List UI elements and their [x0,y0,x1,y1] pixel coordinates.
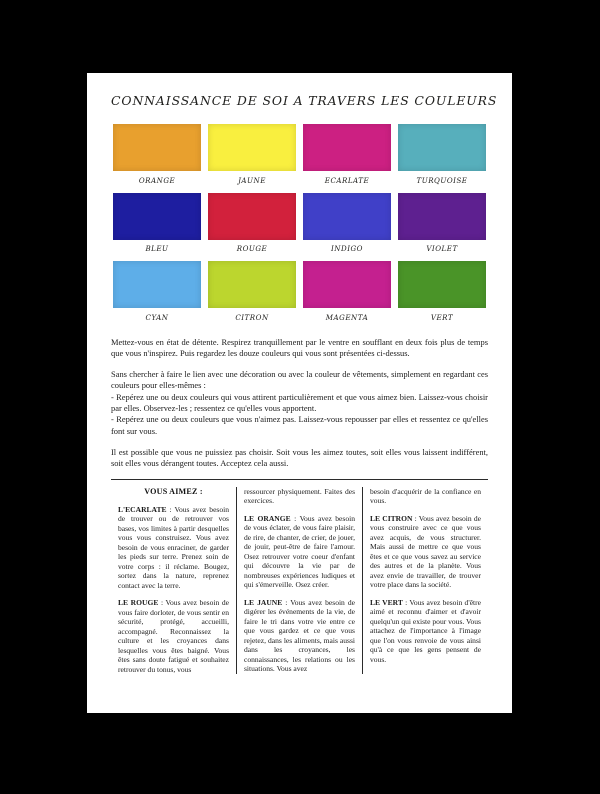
swatch-row [113,261,486,323]
entry-ecarlate [118,505,229,591]
swatch-cell-citron [208,261,296,323]
swatch-cell-magenta [303,261,391,323]
swatch-label-rouge: ROUGE [236,244,268,253]
swatch-cell-vert [398,261,486,323]
column-three [362,487,488,675]
swatch-row [113,124,486,186]
swatch-cell-ecarlate [303,124,391,186]
swatch-cell-rouge [208,193,296,255]
entry-orange [244,514,355,590]
swatch-label-ecarlate: ECARLATE [324,175,370,185]
swatch-cell-indigo [303,193,391,255]
color-chip-vert [398,261,486,308]
swatch-cell-bleu [113,193,201,255]
swatch-label-indigo: INDIGO [331,244,363,253]
swatch-label-magenta: MAGENTA [325,312,369,322]
entry-term-orange: LE ORANGE [244,513,291,523]
color-chip-jaune [208,124,296,171]
column-one [111,487,236,675]
swatch-label-citron: CITRON [235,312,269,322]
color-chip-turquoise [398,124,486,171]
entry-term-citron: LE CITRON [370,513,413,523]
swatch-label-violet: VIOLET [426,244,458,253]
page-title: CONNAISSANCE DE SOI A TRAVERS LES COULEURS [111,93,498,108]
entry-term-rouge: LE ROUGE [118,598,159,608]
swatch-label-cyan: CYAN [145,312,169,322]
entry-text-orange: : Vous avez besoin de vous éclater, de vous faire plaisir, de rire, de chanter, de crier, de jouer, de jouir, peut-être de faire l'amour. Osez retrouver votre coeur d'enfant qui découvre la vie par de nombreuses expériences ludiques et qui s'émerveille. Osez créer. [244,513,355,590]
closing-paragraph: Il est possible que vous ne puissiez pas choisir. Soit vous les aimez toutes, soit elles vous laissent indifférent, soit elles vous dérangent toutes. Acceptez cela aussi. [111,446,488,469]
color-chip-violet [398,193,486,240]
swatch-row [113,193,486,255]
color-chip-indigo [303,193,391,240]
swatch-label-bleu: BLEU [145,244,169,253]
swatch-label-turquoise: TURQUOISE [416,175,468,185]
color-chip-orange [113,124,201,171]
swatch-label-jaune: JAUNE [238,175,266,185]
entry-vert [370,598,481,665]
swatch-cell-turquoise [398,124,486,186]
color-chip-ecarlate [303,124,391,171]
column-two [236,487,362,675]
instructions-intro: Sans chercher à faire le lien avec une décoration ou avec la couleur de vêtements, simplement en regardant ces couleurs pour elles-mêmes : [111,368,488,391]
swatch-cell-violet [398,193,486,255]
swatch-label-vert: VERT [430,312,454,322]
document-page [87,73,512,713]
entry-text-citron: : Vous avez besoin de vous construire avec ce que vous avez acquis, de vous structurer. Mais aussi de mettre ce que vous êtes et ce que vous savez au service des autres et de la planète. Vous avez envie de travailler, de trouver votre place dans la société. [370,513,481,590]
entry-text-ecarlate: : Vous avez besoin de trouver ou de retrouver vos bases, vos limites à partir desquelles vous vous construisez. Vous avez besoin de vous enraciner, de garder les pieds sur terre. Prenez soin de votre corps : il réclame. Bougez, sortez dans la nature, reprenez contact avec la terre. [118,504,229,590]
entry-term-jaune: LE JAUNE [244,597,283,607]
carryover-text-jaune: besoin d'acquérir de la confiance en vous. [370,486,481,506]
instructions-bullet-1: - Repérez une ou deux couleurs qui vous attirent particulièrement et que vous aimez bien. Laissez-vous choisir par elles. Observez-les ; ressentez ce qu'elles vous apportent. [111,391,488,414]
color-chip-citron [208,261,296,308]
instructions-bullet-2: - Repérez une ou deux couleurs que vous n'aimez pas. Laissez-vous repousser par elles et ressentez ce qu'elles font sur vous. [111,414,488,436]
section-divider [111,479,488,480]
entry-citron [370,514,481,590]
color-swatch-grid [113,124,486,323]
entry-text-rouge: : Vous avez besoin de vous faire dorloter, de vous sentir en sécurité, protégé, accueilli, accompagné. Reconnaissez la culture et les croyances dans lesquelles vous êtes baigné. Vous êtes sans doute fatigué et souhaitez retrouver du tonus, vous [118,598,229,674]
entry-text-vert: : Vous avez besoin d'être aimé et reconnu d'aimer et d'avoir quelqu'un qui existe pour vous. Vous attachez de l'importance à l'image que l'on vous renvoie de vous ainsi qu'à ce que les gens pensent de vous. [370,597,481,664]
intro-paragraph: Mettez-vous en état de détente. Respirez tranquillement par le ventre en soufflant en deux fois plus de temps que vous n'inspirez. Puis regardez les douze couleurs qui vous sont présentées ci-dessus. [111,336,488,358]
entry-jaune [244,598,355,674]
carryover-text-rouge: ressourcer physiquement. Faites des exercices. [244,486,355,506]
entry-text-jaune: : Vous avez besoin de digérer les événements de la vie, de faire le tri dans votre vie entre ce que vous gardez et ce que vous rejetez, dans les aliments, mais aussi dans les croyances, les connaissances, les relations ou les situations. Vous avez [244,597,355,674]
swatch-cell-jaune [208,124,296,186]
swatch-cell-orange [113,124,201,186]
swatch-cell-cyan [113,261,201,323]
color-chip-magenta [303,261,391,308]
color-chip-bleu [113,193,201,240]
color-chip-rouge [208,193,296,240]
entry-rouge [118,598,229,674]
swatch-label-orange: ORANGE [138,175,176,185]
color-chip-cyan [113,261,201,308]
vous-aimez-heading: VOUS AIMEZ : [144,486,203,496]
instructions-paragraph [111,369,488,437]
entry-term-ecarlate: L'ECARLATE [118,504,167,514]
color-meanings-columns [111,487,488,675]
entry-term-vert: LE VERT [370,597,403,607]
